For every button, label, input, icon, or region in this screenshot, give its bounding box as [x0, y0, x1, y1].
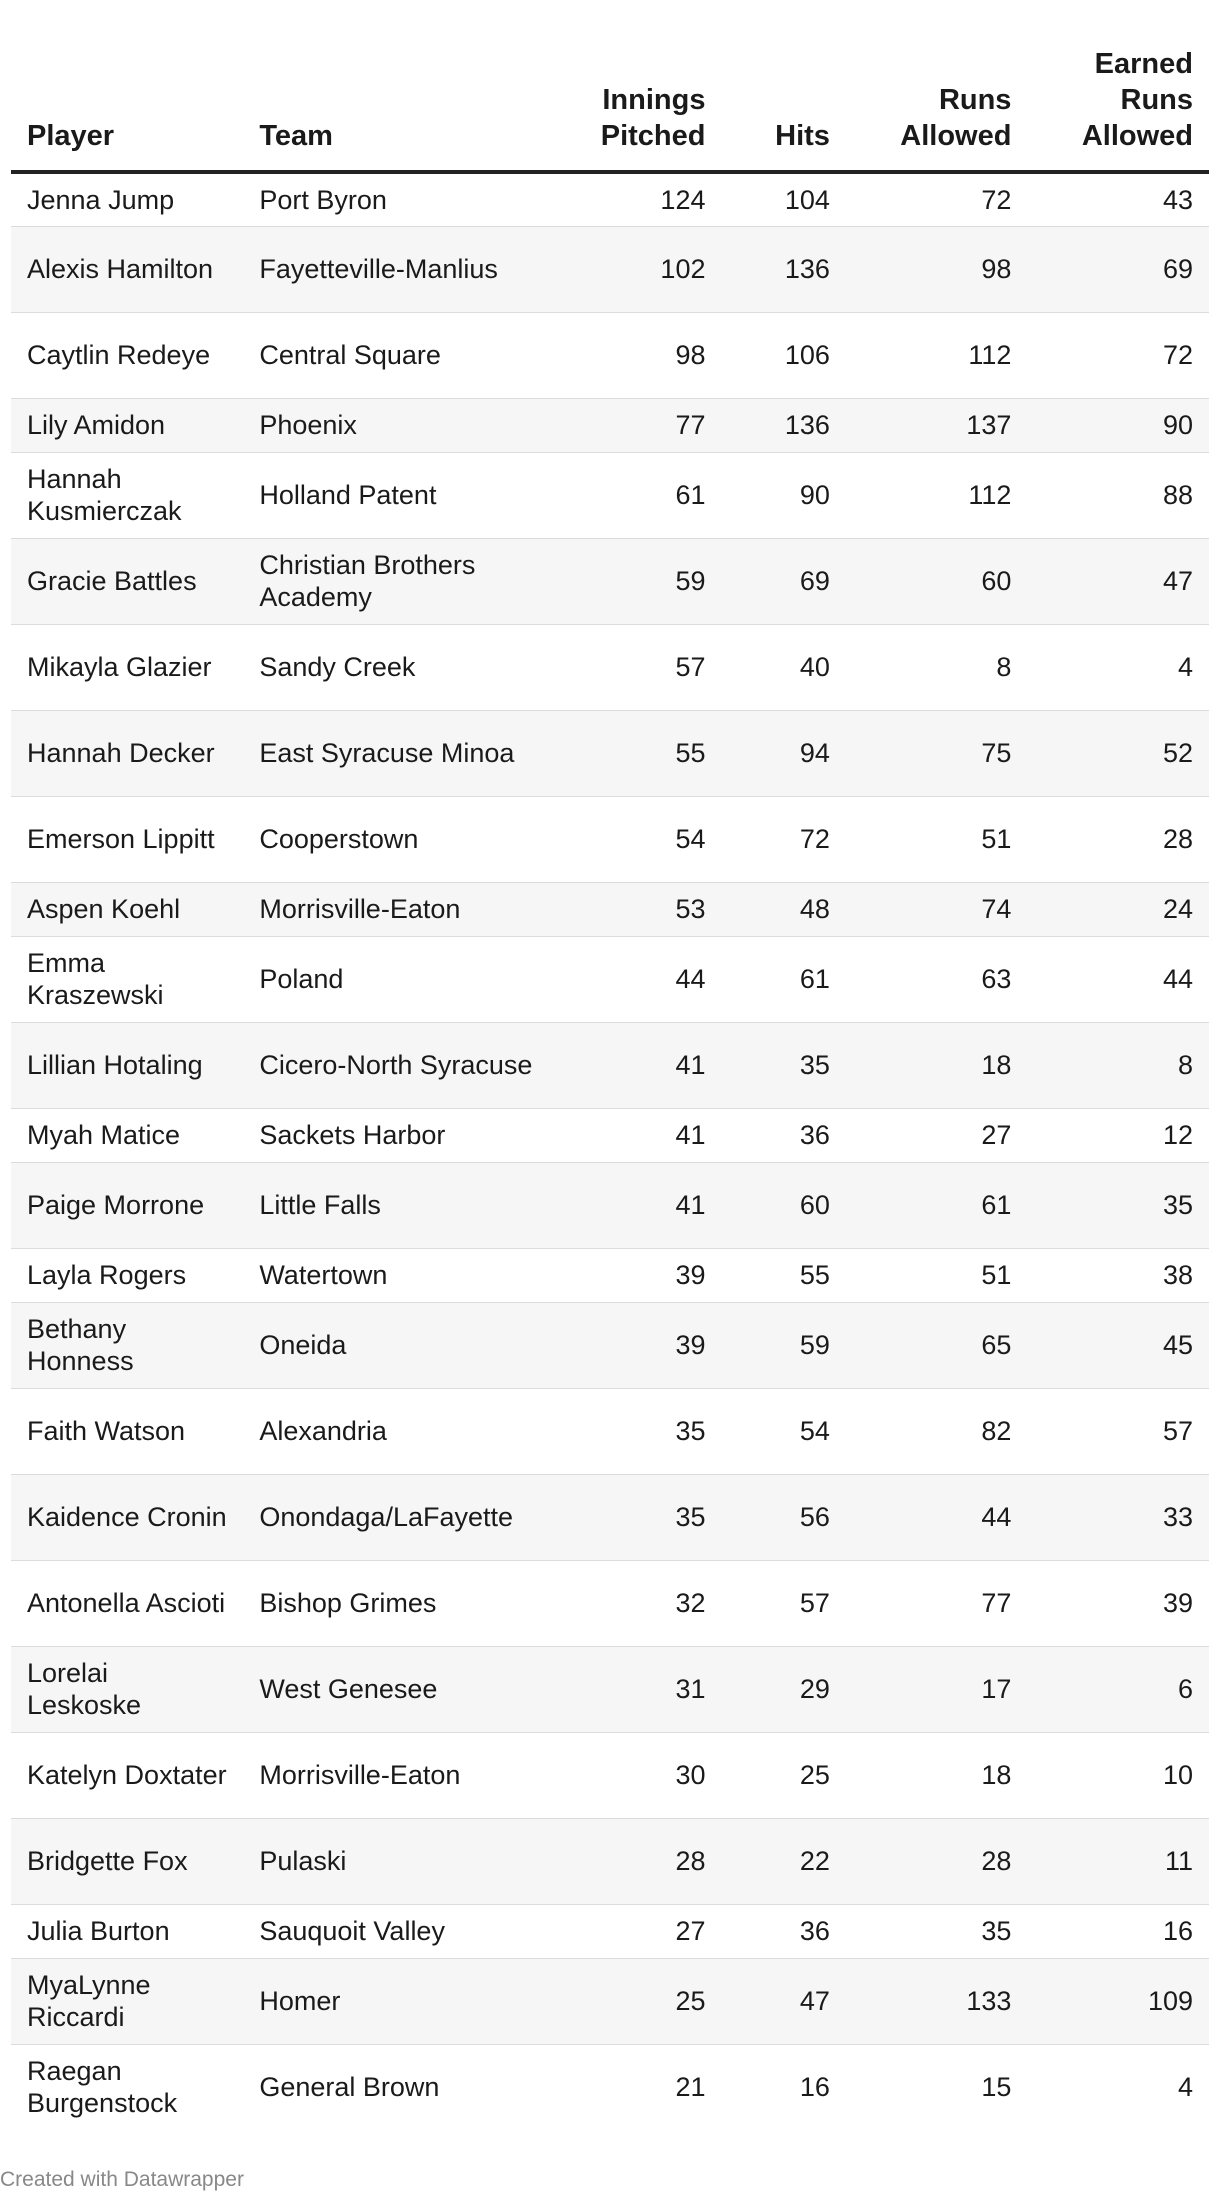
cell-hits: 104 — [721, 172, 845, 226]
cell-earned-runs-allowed: 4 — [1177, 2072, 1193, 2103]
cell-player: Caytlin Redeye — [11, 312, 243, 398]
cell-runs-allowed: 75 — [846, 710, 1028, 796]
cell-earned-runs-allowed: 10 — [1027, 1732, 1209, 1818]
cell-runs-allowed: 133 — [846, 1958, 1028, 2044]
cell-hits: 40 — [721, 624, 845, 710]
table-row — [11, 710, 1209, 796]
cell-team: Port Byron — [243, 172, 555, 226]
cell-player: Kaidence Cronin — [11, 1474, 243, 1560]
cell-runs-allowed: 28 — [846, 1818, 1028, 1904]
stats-table-container — [11, 0, 1209, 2130]
cell-earned-runs-allowed: 69 — [1027, 226, 1209, 312]
cell-runs-allowed: 8 — [846, 624, 1028, 710]
cell-runs-allowed: 35 — [846, 1904, 1028, 1958]
cell-team: General Brown — [259, 2072, 440, 2103]
cell-innings-pitched: 59 — [556, 538, 722, 624]
cell-team: Fayetteville-Manlius — [243, 226, 555, 312]
cell-hits: 47 — [721, 1958, 845, 2044]
cell-innings-pitched: 54 — [556, 796, 722, 882]
cell-team: Homer — [243, 1958, 555, 2044]
table-body — [11, 172, 1209, 2130]
cell-hits: 36 — [721, 1108, 845, 1162]
table-row — [11, 796, 1209, 882]
cell-earned-runs-allowed: 43 — [1027, 172, 1209, 226]
cell-hits: 54 — [721, 1388, 845, 1474]
table-row — [11, 936, 1209, 1022]
cell-player: Emerson Lippitt — [11, 796, 243, 882]
cell-runs-allowed: 112 — [846, 452, 1028, 538]
cell-innings-pitched: 57 — [556, 624, 722, 710]
cell-innings-pitched: 41 — [556, 1022, 722, 1108]
cell-team: Pulaski — [243, 1818, 555, 1904]
cell-runs-allowed: 27 — [846, 1108, 1028, 1162]
cell-hits: 59 — [721, 1302, 845, 1388]
cell-player: Jenna Jump — [11, 172, 243, 226]
cell-innings-pitched: 39 — [556, 1302, 722, 1388]
column-header-runs-allowed: Runs Allowed — [846, 0, 1028, 172]
cell-earned-runs-allowed: 45 — [1027, 1302, 1209, 1388]
cell-innings-pitched: 21 — [675, 2072, 706, 2103]
cell-runs-allowed: 44 — [846, 1474, 1028, 1560]
cell-hits: 72 — [721, 796, 845, 882]
cell-earned-runs-allowed: 8 — [1027, 1022, 1209, 1108]
cell-innings-pitched: 44 — [556, 936, 722, 1022]
table-row — [11, 1248, 1209, 1302]
cell-player: Myah Matice — [11, 1108, 243, 1162]
cell-innings-pitched: 98 — [556, 312, 722, 398]
cell-innings-pitched: 77 — [556, 398, 722, 452]
cell-team: Oneida — [243, 1302, 555, 1388]
cell-innings-pitched: 39 — [556, 1248, 722, 1302]
cell-innings-pitched: 35 — [556, 1388, 722, 1474]
table-row — [11, 1818, 1209, 1904]
cell-innings-pitched: 53 — [556, 882, 722, 936]
cell-runs-allowed: 98 — [846, 226, 1028, 312]
cell-runs-allowed: 60 — [846, 538, 1028, 624]
cell-team: East Syracuse Minoa — [243, 710, 555, 796]
table-row — [11, 538, 1209, 624]
cell-innings-pitched: 41 — [556, 1162, 722, 1248]
table-row — [11, 1958, 1209, 2044]
cell-hits: 136 — [721, 398, 845, 452]
cell-player: Lorelai Leskoske — [11, 1646, 243, 1732]
cell-runs-allowed: 77 — [846, 1560, 1028, 1646]
column-header-innings-pitched: Innings Pitched — [556, 0, 722, 172]
table-row — [11, 624, 1209, 710]
cell-hits: 56 — [721, 1474, 845, 1560]
cell-player: Lily Amidon — [11, 398, 243, 452]
cell-player: Bridgette Fox — [11, 1818, 243, 1904]
cell-innings-pitched: 31 — [556, 1646, 722, 1732]
cell-earned-runs-allowed: 28 — [1027, 796, 1209, 882]
cell-earned-runs-allowed: 24 — [1027, 882, 1209, 936]
cell-runs-allowed: 63 — [846, 936, 1028, 1022]
cell-player: Hannah Kusmierczak — [11, 452, 243, 538]
cell-innings-pitched: 28 — [556, 1818, 722, 1904]
cell-player: Gracie Battles — [11, 538, 243, 624]
cell-hits: 69 — [721, 538, 845, 624]
table-row — [11, 1388, 1209, 1474]
table-row — [11, 882, 1209, 936]
pitching-stats-table — [11, 0, 1209, 2130]
cell-earned-runs-allowed: 109 — [1027, 1958, 1209, 2044]
cell-runs-allowed: 51 — [846, 796, 1028, 882]
table-row — [11, 1646, 1209, 1732]
cell-earned-runs-allowed: 90 — [1027, 398, 1209, 452]
cell-hits: 29 — [721, 1646, 845, 1732]
cell-runs-allowed: 18 — [846, 1732, 1028, 1818]
cell-innings-pitched: 41 — [556, 1108, 722, 1162]
cell-innings-pitched: 102 — [556, 226, 722, 312]
cell-team: Morrisville-Eaton — [243, 882, 555, 936]
cell-team: Cooperstown — [243, 796, 555, 882]
cell-runs-allowed: 65 — [846, 1302, 1028, 1388]
cell-team: West Genesee — [243, 1646, 555, 1732]
cell-team: Bishop Grimes — [243, 1560, 555, 1646]
cell-earned-runs-allowed: 4 — [1027, 624, 1209, 710]
cell-hits: 48 — [721, 882, 845, 936]
cell-team: Holland Patent — [243, 452, 555, 538]
table-row — [11, 2044, 1209, 2130]
cell-hits: 106 — [721, 312, 845, 398]
table-row — [11, 398, 1209, 452]
cell-earned-runs-allowed: 52 — [1027, 710, 1209, 796]
table-row — [11, 1162, 1209, 1248]
column-header-player: Player — [11, 0, 243, 172]
cell-player: Layla Rogers — [11, 1248, 243, 1302]
cell-player: Julia Burton — [11, 1904, 243, 1958]
cell-earned-runs-allowed: 88 — [1027, 452, 1209, 538]
cell-innings-pitched: 55 — [556, 710, 722, 796]
cell-team: Central Square — [243, 312, 555, 398]
cell-innings-pitched: 25 — [556, 1958, 722, 2044]
cell-innings-pitched: 61 — [556, 452, 722, 538]
footer-credit: Created with Datawrapper — [0, 2168, 244, 2191]
cell-player: Emma Kraszewski — [11, 936, 243, 1022]
cell-player: Antonella Ascioti — [11, 1560, 243, 1646]
cell-earned-runs-allowed: 6 — [1027, 1646, 1209, 1732]
cell-hits: 57 — [721, 1560, 845, 1646]
cell-earned-runs-allowed: 12 — [1027, 1108, 1209, 1162]
cell-hits: 16 — [799, 2072, 830, 2103]
cell-team: Alexandria — [243, 1388, 555, 1474]
cell-hits: 36 — [721, 1904, 845, 1958]
table-row — [11, 1904, 1209, 1958]
cell-team: Cicero-North Syracuse — [243, 1022, 555, 1108]
table-row — [11, 1474, 1209, 1560]
cell-hits: 22 — [721, 1818, 845, 1904]
cell-runs-allowed: 18 — [846, 1022, 1028, 1108]
table-row — [11, 312, 1209, 398]
cell-earned-runs-allowed: 33 — [1027, 1474, 1209, 1560]
cell-innings-pitched: 32 — [556, 1560, 722, 1646]
cell-runs-allowed: 82 — [846, 1388, 1028, 1474]
cell-earned-runs-allowed: 16 — [1027, 1904, 1209, 1958]
cell-hits: 35 — [721, 1022, 845, 1108]
cell-earned-runs-allowed: 11 — [1027, 1818, 1209, 1904]
cell-player: Aspen Koehl — [11, 882, 243, 936]
cell-team: Onondaga/LaFayette — [243, 1474, 555, 1560]
cell-runs-allowed: 17 — [846, 1646, 1028, 1732]
cell-earned-runs-allowed: 72 — [1027, 312, 1209, 398]
table-row — [11, 1022, 1209, 1108]
table-row — [11, 226, 1209, 312]
cell-runs-allowed: 112 — [846, 312, 1028, 398]
cell-team: Morrisville-Eaton — [243, 1732, 555, 1818]
cell-team: Christian Brothers Academy — [243, 538, 555, 624]
cell-player: Lillian Hotaling — [11, 1022, 243, 1108]
table-row — [11, 452, 1209, 538]
cell-team: Watertown — [243, 1248, 555, 1302]
cell-runs-allowed: 72 — [846, 172, 1028, 226]
cell-team: Sauquoit Valley — [243, 1904, 555, 1958]
cell-hits: 25 — [721, 1732, 845, 1818]
cell-team: Poland — [243, 936, 555, 1022]
table-row — [11, 1302, 1209, 1388]
table-row — [11, 1108, 1209, 1162]
cell-hits: 94 — [721, 710, 845, 796]
column-header-team: Team — [243, 0, 555, 172]
cell-hits: 60 — [721, 1162, 845, 1248]
cell-innings-pitched: 35 — [556, 1474, 722, 1560]
cell-player: Raegan Burgenstock — [27, 2056, 178, 2119]
cell-innings-pitched: 124 — [556, 172, 722, 226]
cell-runs-allowed: 51 — [846, 1248, 1028, 1302]
column-header-earned-runs-allowed: Earned Runs Allowed — [1027, 0, 1209, 172]
cell-earned-runs-allowed: 39 — [1027, 1560, 1209, 1646]
cell-hits: 61 — [721, 936, 845, 1022]
cell-earned-runs-allowed: 47 — [1027, 538, 1209, 624]
table-row — [11, 172, 1209, 226]
cell-runs-allowed: 74 — [846, 882, 1028, 936]
cell-runs-allowed: 137 — [846, 398, 1028, 452]
cell-player: MyaLynne Riccardi — [11, 1958, 243, 2044]
cell-innings-pitched: 30 — [556, 1732, 722, 1818]
table-row — [11, 1560, 1209, 1646]
cell-hits: 136 — [721, 226, 845, 312]
cell-player: Bethany Honness — [11, 1302, 243, 1388]
cell-team: Sandy Creek — [243, 624, 555, 710]
cell-player: Faith Watson — [11, 1388, 243, 1474]
cell-innings-pitched: 27 — [556, 1904, 722, 1958]
cell-earned-runs-allowed: 35 — [1027, 1162, 1209, 1248]
cell-hits: 55 — [721, 1248, 845, 1302]
cell-team: Little Falls — [243, 1162, 555, 1248]
cell-hits: 90 — [721, 452, 845, 538]
cell-earned-runs-allowed: 38 — [1027, 1248, 1209, 1302]
cell-player: Paige Morrone — [11, 1162, 243, 1248]
cell-runs-allowed: 15 — [981, 2072, 1012, 2103]
cell-earned-runs-allowed: 57 — [1027, 1388, 1209, 1474]
cell-earned-runs-allowed: 44 — [1027, 936, 1209, 1022]
cell-player: Mikayla Glazier — [11, 624, 243, 710]
cell-team: Phoenix — [243, 398, 555, 452]
table-header-row — [11, 0, 1209, 172]
table-row — [11, 1732, 1209, 1818]
cell-player: Hannah Decker — [11, 710, 243, 796]
cell-player: Katelyn Doxtater — [11, 1732, 243, 1818]
cell-player: Alexis Hamilton — [11, 226, 243, 312]
cell-runs-allowed: 61 — [846, 1162, 1028, 1248]
cell-team: Sackets Harbor — [243, 1108, 555, 1162]
column-header-hits: Hits — [721, 0, 845, 172]
